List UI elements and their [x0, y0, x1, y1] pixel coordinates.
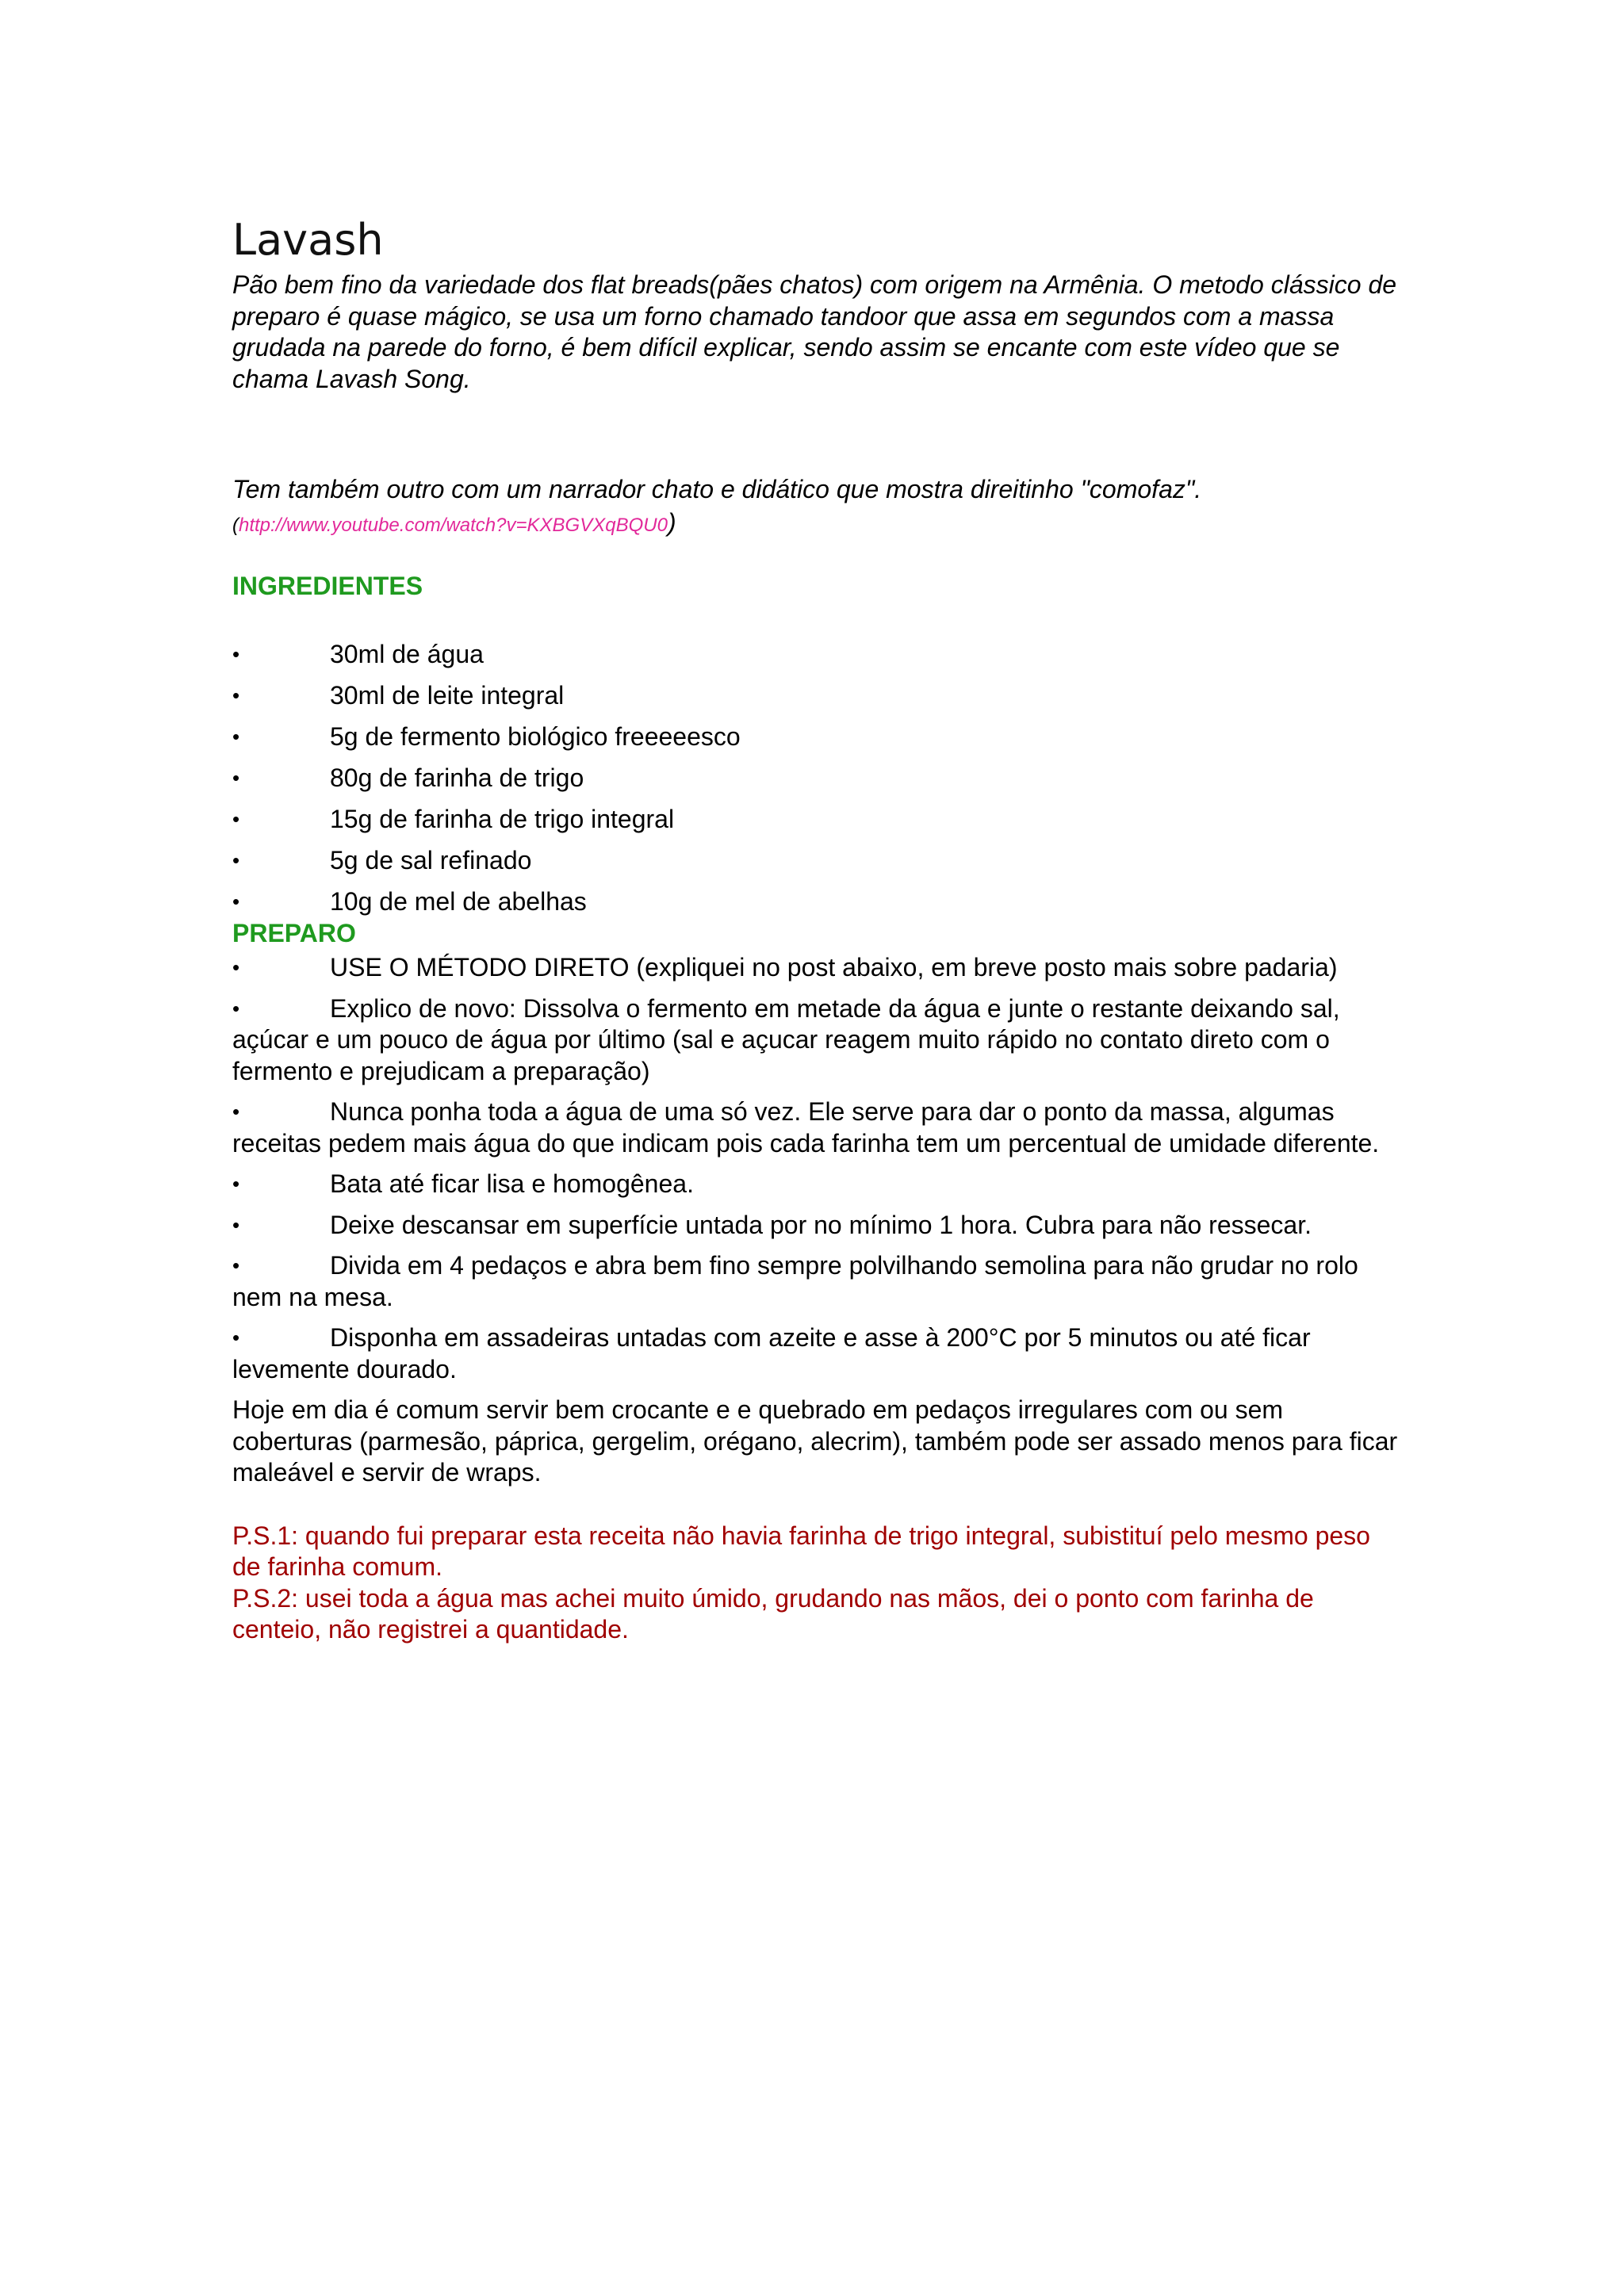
youtube-link[interactable]: http://www.youtube.com/watch?v=KXBGVXqBQU0 — [239, 515, 668, 536]
intro-paragraph: Pão bem fino da variedade dos flat breads(pães chatos) com origem na Armênia. O metodo clássico de preparo é quase mágico, se usa um forno chamado tandoor que assa em segundos com a massa grudada na parede do forno, é bem difícil explicar, sendo assim se encante com este vídeo que se chama Lavash Song. — [232, 270, 1397, 393]
bullet-icon: • — [232, 725, 240, 748]
ingredient-item: • 30ml de água — [232, 633, 1398, 675]
bullet-icon: • — [232, 1212, 240, 1237]
ingredients-list — [232, 633, 1398, 922]
preparation-step: • USE O MÉTODO DIRETO (expliquei no post abaixo, em breve posto mais sobre padaria) — [232, 952, 1398, 984]
ingredient-item: • 5g de sal refinado — [232, 840, 1398, 881]
paren-close: ) — [667, 508, 676, 537]
preparation-steps — [232, 952, 1398, 1385]
page-title: Lavash — [232, 215, 384, 265]
preparation-step: • Bata até ficar lisa e homogênea. — [232, 1169, 1398, 1200]
bullet-icon: • — [232, 683, 240, 707]
bullet-icon: • — [232, 955, 240, 979]
ingredient-item: • 10g de mel de abelhas — [232, 881, 1398, 922]
ingredient-item: • 30ml de leite integral — [232, 675, 1398, 716]
bullet-icon: • — [232, 890, 240, 913]
ingredient-item: • 5g de fermento biológico freeeeesco — [232, 716, 1398, 757]
paren-open: ( — [232, 515, 239, 536]
ps-note-1: P.S.1: quando fui preparar esta receita não havia farinha de trigo integral, subistituí pelo mesmo peso de farinha comum. — [232, 1521, 1370, 1581]
ps-note-2: P.S.2: usei toda a água mas achei muito úmido, grudando nas mãos, dei o ponto com farinha de centeio, não registrei a quantidade. — [232, 1583, 1314, 1644]
video-paragraph — [232, 473, 1398, 542]
ingredient-item: • 80g de farinha de trigo — [232, 757, 1398, 798]
bullet-icon: • — [232, 807, 240, 831]
recipe-document — [232, 212, 1398, 1646]
bullet-icon: • — [232, 1253, 240, 1277]
bullet-icon: • — [232, 1172, 240, 1196]
preparation-step: • Disponha em assadeiras untadas com azeite e asse à 200°C por 5 minutos ou até ficar levemente dourado. — [232, 1323, 1311, 1383]
bullet-icon: • — [232, 996, 240, 1020]
preparation-step: • Nunca ponha toda a água de uma só vez. Ele serve para dar o ponto da massa, algumas receitas pedem mais água do que indicam pois cada farinha tem um percentual de umidade diferente. — [232, 1097, 1380, 1158]
closing-paragraph: Hoje em dia é comum servir bem crocante e e quebrado em pedaços irregulares com ou sem coberturas (parmesão, páprica, gergelim, orégano, alecrim), também pode ser assado menos para ficar maleável e servir de wraps. — [232, 1395, 1398, 1487]
bullet-icon: • — [232, 848, 240, 872]
video-paragraph-text: Tem também outro com um narrador chato e didático que mostra direitinho "comofaz". — [232, 475, 1202, 503]
ingredient-item: • 15g de farinha de trigo integral — [232, 798, 1398, 840]
bullet-icon: • — [232, 642, 240, 666]
preparation-step: • Divida em 4 pedaços e abra bem fino sempre polvilhando semolina para não grudar no rolo nem na mesa. — [232, 1251, 1358, 1311]
preparation-heading: PREPARO — [232, 919, 356, 947]
bullet-icon: • — [232, 1100, 240, 1123]
preparation-step: • Deixe descansar em superfície untada por no mínimo 1 hora. Cubra para não ressecar. — [232, 1210, 1398, 1242]
ingredients-heading: INGREDIENTES — [232, 572, 423, 600]
bullet-icon: • — [232, 1326, 240, 1349]
preparation-step: • Explico de novo: Dissolva o fermento em metade da água e junte o restante deixando sal, açúcar e um pouco de água por último (sal e açucar reagem muito rápido no contato direto com o fermento e prejudicam a preparação) — [232, 993, 1340, 1085]
bullet-icon: • — [232, 766, 240, 790]
